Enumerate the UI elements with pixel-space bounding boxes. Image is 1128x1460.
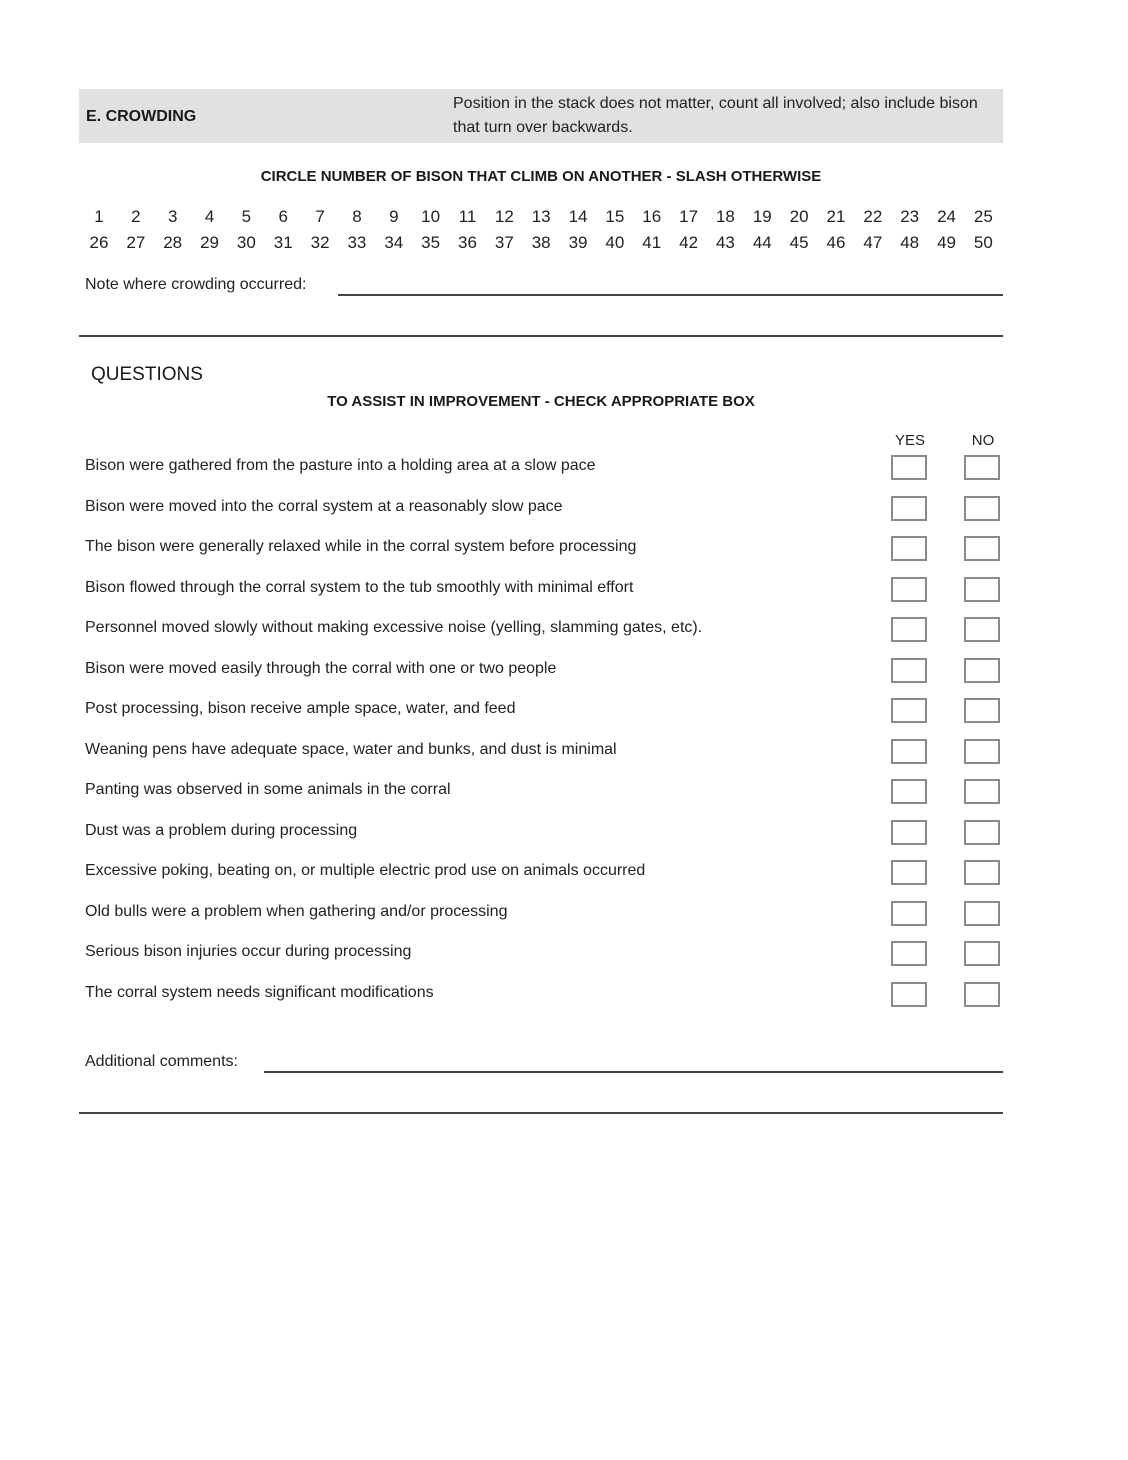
- bison-count-number[interactable]: 20: [789, 207, 809, 226]
- yes-checkbox[interactable]: [891, 496, 927, 521]
- bison-count-number[interactable]: 13: [531, 207, 551, 226]
- question-row: [0, 901, 1128, 929]
- questions-title: QUESTIONS: [91, 364, 203, 385]
- bison-number-row-2: [79, 233, 1003, 255]
- bison-count-number[interactable]: 10: [421, 207, 441, 226]
- no-checkbox[interactable]: [964, 698, 1000, 723]
- question-text: The corral system needs significant modifications: [85, 983, 434, 1001]
- yes-checkbox[interactable]: [891, 820, 927, 845]
- bison-count-number[interactable]: 18: [715, 207, 735, 226]
- question-row: [0, 698, 1128, 726]
- bison-count-number[interactable]: 49: [937, 233, 956, 252]
- no-checkbox[interactable]: [964, 779, 1000, 804]
- bison-count-number[interactable]: 44: [752, 233, 772, 252]
- bison-count-number[interactable]: 21: [826, 207, 846, 226]
- question-row: [0, 860, 1128, 888]
- question-text: Old bulls were a problem when gathering and/or processing: [85, 902, 508, 920]
- no-checkbox[interactable]: [964, 982, 1000, 1007]
- bison-count-number[interactable]: 47: [863, 233, 883, 252]
- bison-count-number[interactable]: 31: [273, 233, 293, 252]
- question-text: Post processing, bison receive ample space, water, and feed: [85, 700, 516, 717]
- bison-count-number[interactable]: 8: [352, 207, 362, 226]
- question-text: The bison were generally relaxed while in the corral system before processing: [85, 538, 637, 555]
- question-text: Bison were gathered from the pasture into a holding area at a slow pace: [85, 457, 596, 474]
- question-row: [0, 536, 1128, 564]
- no-checkbox[interactable]: [964, 658, 1000, 683]
- bison-count-number[interactable]: 36: [458, 233, 477, 252]
- question-row: [0, 577, 1128, 605]
- bison-count-number[interactable]: 27: [126, 233, 146, 252]
- bison-count-number[interactable]: 17: [679, 207, 699, 226]
- additional-comments-label: Additional comments:: [85, 1053, 238, 1070]
- bison-count-number[interactable]: 40: [605, 233, 625, 252]
- question-row: [0, 982, 1128, 1010]
- no-checkbox[interactable]: [964, 901, 1000, 926]
- no-checkbox[interactable]: [964, 455, 1000, 480]
- question-text: Bison were moved easily through the corral with one or two people: [85, 659, 557, 677]
- no-checkbox[interactable]: [964, 739, 1000, 764]
- question-text: Personnel moved slowly without making excessive noise (yelling, slamming gates, etc).: [85, 619, 703, 636]
- question-row: [0, 496, 1128, 524]
- bison-count-number[interactable]: 19: [752, 207, 772, 226]
- bison-count-number[interactable]: 38: [531, 233, 551, 252]
- question-text: Dust was a problem during processing: [85, 821, 358, 839]
- no-checkbox[interactable]: [964, 820, 1000, 845]
- bison-count-number[interactable]: 30: [236, 233, 256, 252]
- no-column-header: NO: [971, 432, 995, 449]
- bison-count-number[interactable]: 46: [826, 233, 846, 252]
- bison-count-number[interactable]: 7: [315, 207, 325, 226]
- bison-count-number[interactable]: 3: [167, 207, 178, 226]
- questions-instruction: TO ASSIST IN IMPROVEMENT - CHECK APPROPRIATE BOX: [327, 393, 755, 410]
- yes-checkbox[interactable]: [891, 779, 927, 804]
- bison-count-number[interactable]: 45: [789, 233, 809, 252]
- bison-count-number[interactable]: 2: [131, 207, 141, 226]
- question-row: [0, 658, 1128, 686]
- bison-count-number[interactable]: 26: [89, 233, 109, 252]
- question-row: [0, 941, 1128, 969]
- bison-count-number[interactable]: 23: [900, 207, 920, 226]
- question-text: Bison were moved into the corral system at a reasonably slow pace: [85, 497, 563, 515]
- no-checkbox[interactable]: [964, 536, 1000, 561]
- question-text: Weaning pens have adequate space, water and bunks, and dust is minimal: [85, 740, 617, 758]
- no-checkbox[interactable]: [964, 617, 1000, 642]
- bison-count-number[interactable]: 12: [494, 207, 514, 226]
- bison-count-number[interactable]: 48: [900, 233, 920, 252]
- yes-checkbox[interactable]: [891, 739, 927, 764]
- question-row: [0, 617, 1128, 645]
- question-text: Bison flowed through the corral system to the tub smoothly with minimal effort: [85, 578, 634, 596]
- yes-column-header: YES: [894, 432, 925, 449]
- crowding-section-header: [79, 89, 1003, 143]
- bison-count-number[interactable]: 33: [347, 233, 367, 252]
- bison-count-number[interactable]: 22: [863, 207, 883, 226]
- bison-count-number[interactable]: 29: [200, 233, 219, 252]
- bison-count-number[interactable]: 34: [384, 233, 404, 252]
- no-checkbox[interactable]: [964, 860, 1000, 885]
- crowding-instruction: CIRCLE NUMBER OF BISON THAT CLIMB ON ANOTHER - SLASH OTHERWISE: [260, 168, 822, 185]
- section-divider: [79, 335, 1003, 337]
- additional-comments-field[interactable]: [264, 1071, 1003, 1073]
- question-text: Serious bison injuries occur during processing: [85, 943, 412, 960]
- question-row: [0, 455, 1128, 483]
- yes-checkbox[interactable]: [891, 982, 927, 1007]
- no-checkbox[interactable]: [964, 577, 1000, 602]
- crowding-location-label: Note where crowding occurred:: [85, 276, 307, 293]
- crowding-section-title: E. CROWDING: [86, 108, 197, 125]
- bison-count-number[interactable]: 28: [163, 233, 183, 252]
- bison-number-row-1: [79, 207, 1003, 229]
- crowding-section-note: Position in the stack does not matter, count all involved; also include bison that turn over backwards.: [453, 95, 978, 136]
- yes-checkbox[interactable]: [891, 901, 927, 926]
- no-checkbox[interactable]: [964, 496, 1000, 521]
- question-row: [0, 820, 1128, 848]
- bison-count-number[interactable]: 37: [494, 233, 514, 252]
- bison-count-number[interactable]: 43: [715, 233, 735, 252]
- bison-count-number[interactable]: 5: [241, 207, 252, 226]
- yes-checkbox[interactable]: [891, 860, 927, 885]
- bison-count-number[interactable]: 35: [421, 233, 441, 252]
- bison-count-number[interactable]: 15: [605, 207, 625, 226]
- bison-count-number[interactable]: 39: [568, 233, 588, 252]
- bison-count-number[interactable]: 16: [642, 207, 662, 226]
- bison-count-number[interactable]: 4: [204, 207, 215, 226]
- bison-count-number[interactable]: 32: [310, 233, 330, 252]
- bottom-divider: [79, 1112, 1003, 1114]
- no-checkbox[interactable]: [964, 941, 1000, 966]
- yes-checkbox[interactable]: [891, 658, 927, 683]
- bison-count-number[interactable]: 24: [937, 207, 956, 226]
- bison-count-number[interactable]: 41: [642, 233, 662, 252]
- bison-count-number[interactable]: 42: [679, 233, 699, 252]
- yes-checkbox[interactable]: [891, 698, 927, 723]
- bison-count-number[interactable]: 25: [973, 207, 993, 226]
- question-text: Panting was observed in some animals in the corral: [85, 781, 451, 798]
- crowding-location-field[interactable]: [338, 294, 1003, 296]
- bison-count-number[interactable]: 6: [278, 207, 288, 226]
- question-row: [0, 779, 1128, 807]
- yes-checkbox[interactable]: [891, 577, 927, 602]
- bison-count-number[interactable]: 9: [389, 207, 399, 226]
- bison-count-number[interactable]: 11: [458, 207, 477, 226]
- bison-count-number[interactable]: 14: [568, 207, 588, 226]
- bison-count-number[interactable]: 50: [973, 233, 993, 252]
- yes-checkbox[interactable]: [891, 941, 927, 966]
- yes-checkbox[interactable]: [891, 455, 927, 480]
- yes-checkbox[interactable]: [891, 536, 927, 561]
- yes-checkbox[interactable]: [891, 617, 927, 642]
- question-text: Excessive poking, beating on, or multiple electric prod use on animals occurred: [85, 862, 646, 879]
- question-row: [0, 739, 1128, 767]
- bison-count-number[interactable]: 1: [94, 207, 104, 226]
